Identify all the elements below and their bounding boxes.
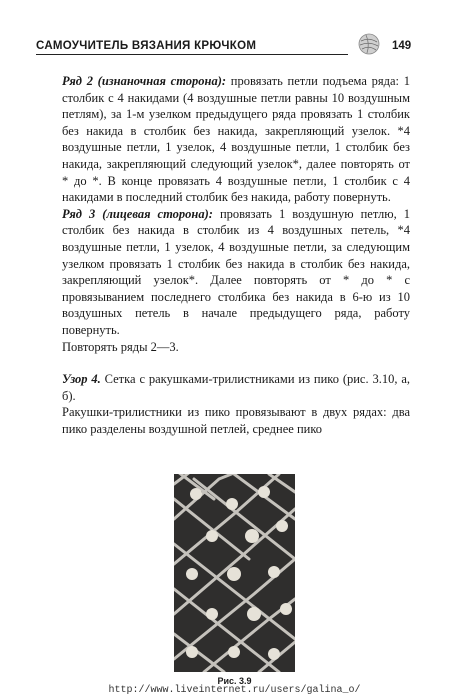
figure-caption: Рис. 3.9 [217,676,252,686]
paragraph-repeat: Повторять ряды 2—3. [62,339,179,354]
row-3-text: провязать 1 воздушную петлю, 1 столбик без накида в столбик из 4 воздушных петель, *4 воздушные петли, 1 узелок, 4 воздушные петли, за следующим узелком провязать 1 столбик без накида в столбик без накида, закрепляющий узелок*. Далее повторять от * до * с провязыванием последнего столбика без накида в 6-ю из 10 воздушных петель в начале предыдущего ряда, работу повернуть. [62,206,410,337]
row-3-heading: Ряд 3 (лицевая сторона): [62,206,213,221]
row-2-text: провязать петли подъема ряда: 1 столбик с 4 накидами (4 воздушные петли равны 10 воздушным петлям), за 1-м узелком предыдущего ряда провязать 1 столбик без накида в столбик без накида, закрепляющий узелок. *4 воздушные петли, 1 узелок, 4 воздушные петли, 1 столбик без накида, закрепляющий следующий узелок*, далее повторять от * до *. В конце провязать 4 воздушные петли, 1 столбик с 4 накидами в последний столбик без накида, работу повернуть. [62,74,411,205]
figure-crochet-mesh [174,474,295,672]
pattern-4-heading: Узор 4. [62,372,101,387]
paragraph-pattern-4 [62,371,410,404]
body-text [62,73,410,437]
crochet-mesh-photo [174,474,295,672]
yarn-ball-icon [358,33,380,55]
header-rule [36,54,348,55]
page-number: 149 [392,40,412,52]
paragraph-row-2 [62,73,410,206]
source-watermark: http://www.liveinternet.ru/users/galina_o/ [108,685,361,696]
row-2-heading: Ряд 2 (изнаночная сторона): [62,74,227,88]
book-title: САМОУЧИТЕЛЬ ВЯЗАНИЯ КРЮЧКОМ [36,40,257,52]
pattern-4-text: Сетка с ракушками-трилистниками из пико (рис. 3.10, а, б). [62,372,411,403]
paragraph-shells: Ракушки-трилистники из пико провязывают в двух рядах: два пико разделены воздушной петлей, среднее пико [62,405,410,436]
paragraph-row-3 [62,206,410,339]
page-header [36,30,446,60]
